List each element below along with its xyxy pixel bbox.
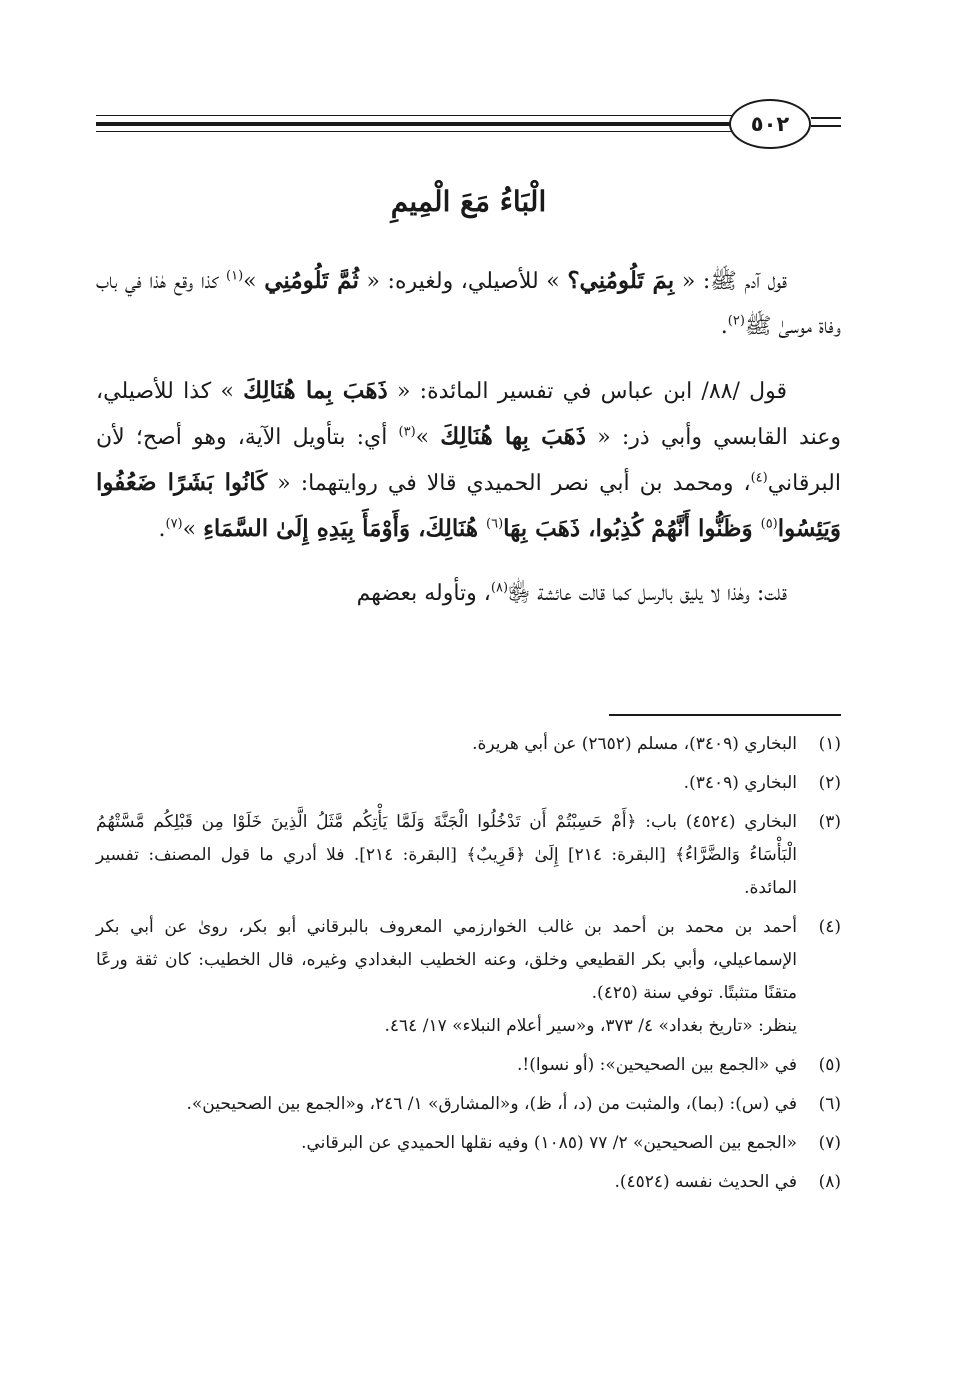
footnote-item	[96, 1088, 841, 1121]
footnote-number: (٣)	[818, 812, 841, 832]
footnotes	[96, 728, 841, 1205]
footnote-text	[96, 728, 797, 761]
footnote-number: (٧)	[818, 1133, 841, 1153]
footnote-line: ينظر: «تاريخ بغداد» ٤/ ٣٧٣، و«سير أعلام النبلاء» ١٧/ ٤٦٤.	[384, 1016, 797, 1036]
footnote-ref[interactable]: (٨)	[490, 580, 509, 596]
footnote-ref[interactable]: (٢)	[727, 313, 745, 329]
header-rule-thick	[96, 122, 736, 126]
footnote-text	[96, 1088, 797, 1121]
quote-text: هُنَالِكَ، وَأَوْمَأَ بِيَدِهِ إِلَىٰ السَّمَاءِ	[203, 515, 487, 542]
footnote-item	[96, 1127, 841, 1160]
text-span: »	[243, 269, 265, 294]
footnote-item	[96, 728, 841, 761]
text-span: » للأصيلي، ولغيره: «	[358, 269, 568, 294]
footnote-ref[interactable]: (٣)	[398, 424, 416, 440]
footnote-line: في «الجمع بين الصحيحين»: (أو نسوا)!.	[516, 1055, 797, 1075]
footnote-number: (٦)	[818, 1094, 841, 1114]
footnote-number: (١)	[818, 734, 841, 754]
paragraph-2	[96, 368, 841, 552]
footnote-text	[96, 767, 797, 800]
text-span: قلت: وهٰذا لا يليق بالرسل كما قالت عائشة ﵂	[508, 581, 787, 606]
footnote-ref[interactable]: (٥)	[760, 516, 778, 532]
paragraph-1	[96, 258, 841, 349]
footnote-line: في (س): (بما)، والمثبت من (د، أ، ظ)، و«المشارق» ١/ ٢٤٦، و«الجمع بين الصحيحين».	[186, 1094, 797, 1114]
text-span: »	[415, 425, 441, 450]
quote-text: ثُمَّ تَلُومُنِي	[264, 267, 359, 294]
header-rule-thin-bottom	[96, 131, 736, 132]
footnote-item	[96, 911, 841, 1043]
footnote-item	[96, 767, 841, 800]
text-span: ، ومحمد بن أبي نصر الحميدي قالا في روايتهما: «	[267, 471, 751, 496]
text-span: كذا وقع هٰذا في باب وفاة موسىٰ ﷺ	[96, 269, 841, 339]
footnote-number: (٢)	[818, 773, 841, 793]
text-span: ، وتأوله بعضهم	[356, 581, 491, 606]
header-rule-thin-top	[96, 115, 736, 116]
page-number: ٥٠٢	[729, 99, 811, 149]
footnote-text	[96, 806, 797, 905]
text-span: .	[158, 517, 166, 542]
text-span: .	[720, 314, 728, 339]
footnote-item	[96, 806, 841, 905]
section-title: الْبَاءُ مَعَ الْمِيمِ	[390, 185, 547, 218]
text-span: » كذا للأصيلي، وعند القابسي وأبي ذر: «	[96, 379, 841, 450]
quote-text: ذَهَبَ بِها هُنَالِكَ	[440, 423, 587, 450]
footnote-text	[96, 1127, 797, 1160]
footnote-text	[96, 911, 797, 1043]
header-rule-tail-bottom	[811, 125, 841, 127]
footnote-ref[interactable]: (٤)	[750, 470, 768, 486]
text-span: قول آدم ﷺ: «	[674, 269, 788, 294]
page-header	[96, 96, 841, 152]
quote-text: وَظَنُّوا أَنَّهُمْ كُذِبُوا، ذَهَبَ بِهَا	[503, 515, 761, 542]
footnote-line: أحمد بن محمد بن أحمد بن غالب الخوارزمي المعروف بالبرقاني أبو بكر، روىٰ عن أبي بكر الإسماعيلي، وأبي بكر القطيعي وخلق، وعنه الخطيب البغدادي وغيره، قال الخطيب: كان ثقة ورعًا متقنًا متثبتًا. توفي سنة (٤٢٥).	[96, 917, 797, 1003]
footnote-line: «الجمع بين الصحيحين» ٢/ ٧٧ (١٠٨٥) وفيه نقلها الحميدي عن البرقاني.	[301, 1133, 797, 1153]
footnote-ref[interactable]: (١)	[226, 268, 244, 284]
footnote-line: البخاري (٤٥٢٤) باب: ﴿أَمْ حَسِبْتُمْ أَن تَدْخُلُوا الْجَنَّةَ وَلَمَّا يَأْتِكُم مَّثَلُ الَّذِينَ خَلَوْا مِن قَبْلِكُم مَّسَّتْهُمُ الْبَأْسَاءُ وَالضَّرَّاءُ﴾ [البقرة: ٢١٤] إِلَىٰ ﴿قَرِيبٌ﴾ [البقرة: ٢١٤]. فلا أدري ما قول المصنف: تفسير المائدة.	[96, 812, 797, 898]
footnote-number: (٤)	[818, 917, 841, 937]
footnote-ref[interactable]: (٦)	[486, 516, 504, 532]
footnote-item	[96, 1049, 841, 1082]
paragraph-3	[96, 571, 841, 616]
footnote-item	[96, 1166, 841, 1199]
quote-text: بِمَ تَلُومُنِي؟	[567, 267, 675, 294]
footnote-line: في الحديث نفسه (٤٥٢٤).	[614, 1172, 797, 1192]
quote-text: كَانُوا بَشَرًا ضَعُفُوا وَيَئِسُوا	[96, 469, 841, 542]
footnote-ref[interactable]: (٧)	[165, 516, 183, 532]
text-span: أي: بتأويل الآية، وهو أصح؛ لأن البرقاني	[96, 425, 841, 496]
footnote-line: البخاري (٣٤٠٩)، مسلم (٢٦٥٢) عن أبي هريرة.	[472, 734, 797, 754]
footnote-divider	[609, 714, 841, 716]
text-span: »	[182, 517, 204, 542]
footnote-text	[96, 1166, 797, 1199]
main-text	[96, 258, 841, 635]
text-span: قول /٨٨/ ابن عباس في تفسير المائدة: «	[387, 379, 787, 404]
footnote-text	[96, 1049, 797, 1082]
quote-text: ذَهَبَ بِما هُنَالِكَ	[243, 377, 388, 404]
header-rule-tail-top	[811, 117, 841, 119]
footnote-number: (٥)	[818, 1055, 841, 1075]
footnote-line: البخاري (٣٤٠٩).	[683, 773, 797, 793]
footnote-number: (٨)	[818, 1172, 841, 1192]
